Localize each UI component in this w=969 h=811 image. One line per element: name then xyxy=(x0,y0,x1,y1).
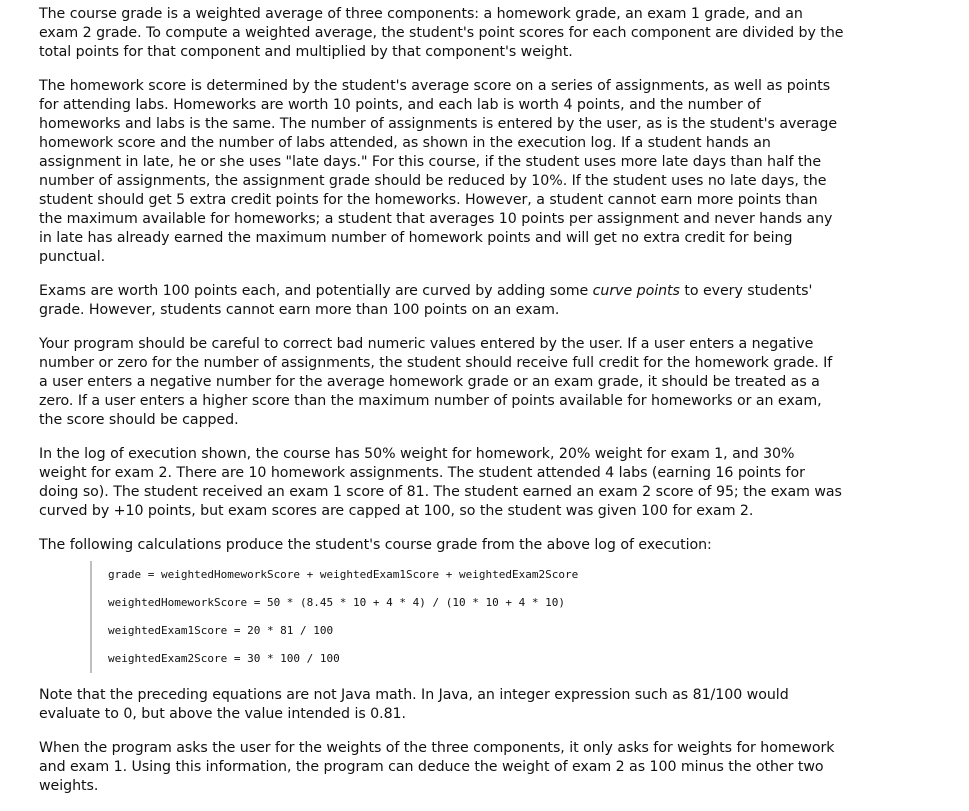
code-line-weighted-exam1: weightedExam1Score = 20 * 81 / 100 xyxy=(108,624,334,637)
paragraph-homework-score: The homework score is determined by the student's average score on a series of assignments, as well as points for attending labs. Homeworks are worth 10 points, and each lab is worth 4 points, and the number of homeworks and labs is the same. The number of assignments is entered by the user, as is the student's average homework score and the number of labs attended, as shown in the execution log. If a student hands an assignment in late, he or she uses "late days." For this course, if the student uses more late days than half the number of assignments, the assignment grade should be reduced by 10%. If the student uses no late days, the student should get 5 extra credit points for the homeworks. However, a student cannot earn more points than the maximum available for homeworks; a student that averages 10 points per assignment and never hands any in late has already earned the maximum number of homework points and will get no extra credit for being punctual. xyxy=(39,78,838,265)
document-body xyxy=(39,5,844,811)
code-line-weighted-exam2: weightedExam2Score = 30 * 100 / 100 xyxy=(108,652,340,665)
paragraph-execution-log: In the log of execution shown, the course has 50% weight for homework, 20% weight for exam 1, and 30% weight for exam 2. There are 10 homework assignments. The student attended 4 labs (earning 16 points for doing so). The student received an exam 1 score of 81. The student earned an exam 2 score of 95; the exam was curved by +10 points, but exam scores are capped at 100, so the student was given 100 for exam 2. xyxy=(39,446,842,519)
curve-points-emphasis: curve points xyxy=(592,283,680,299)
paragraph-java-math-note: Note that the preceding equations are not Java math. In Java, an integer expression such as 81/100 would evaluate to 0, but above the value intended is 0.81. xyxy=(39,687,789,722)
paragraph-exams xyxy=(39,282,844,320)
paragraph-calculations-intro: The following calculations produce the student's course grade from the above log of execution: xyxy=(39,537,712,553)
paragraph-exams-text-2: to every students' grade. However, students cannot earn more than 100 points on an exam. xyxy=(39,283,813,318)
paragraph-bad-values: Your program should be careful to correct bad numeric values entered by the user. If a user enters a negative number or zero for the number of assignments, the student should receive full credit for the homework grade. If a user enters a negative number for the average homework grade or an exam grade, it should be treated as a zero. If a user enters a higher score than the maximum number of points available for homeworks or an exam, the score should be capped. xyxy=(39,336,833,428)
code-block-calculations xyxy=(90,561,844,673)
paragraph-course-grade: The course grade is a weighted average of three components: a homework grade, an exam 1 grade, and an exam 2 grade. To compute a weighted average, the student's point scores for each component are divided by the total points for that component and multiplied by that component's weight. xyxy=(39,6,844,60)
paragraph-exams-text-1: Exams are worth 100 points each, and potentially are curved by adding some xyxy=(39,283,593,299)
paragraph-weights: When the program asks the user for the weights of the three components, it only asks for weights for homework and exam 1. Using this information, the program can deduce the weight of exam 2 as 100 minus the other two weights. xyxy=(39,740,835,794)
code-line-weighted-homework: weightedHomeworkScore = 50 * (8.45 * 10 + 4 * 4) / (10 * 10 + 4 * 10) xyxy=(108,596,565,609)
code-line-grade: grade = weightedHomeworkScore + weightedExam1Score + weightedExam2Score xyxy=(108,568,579,581)
